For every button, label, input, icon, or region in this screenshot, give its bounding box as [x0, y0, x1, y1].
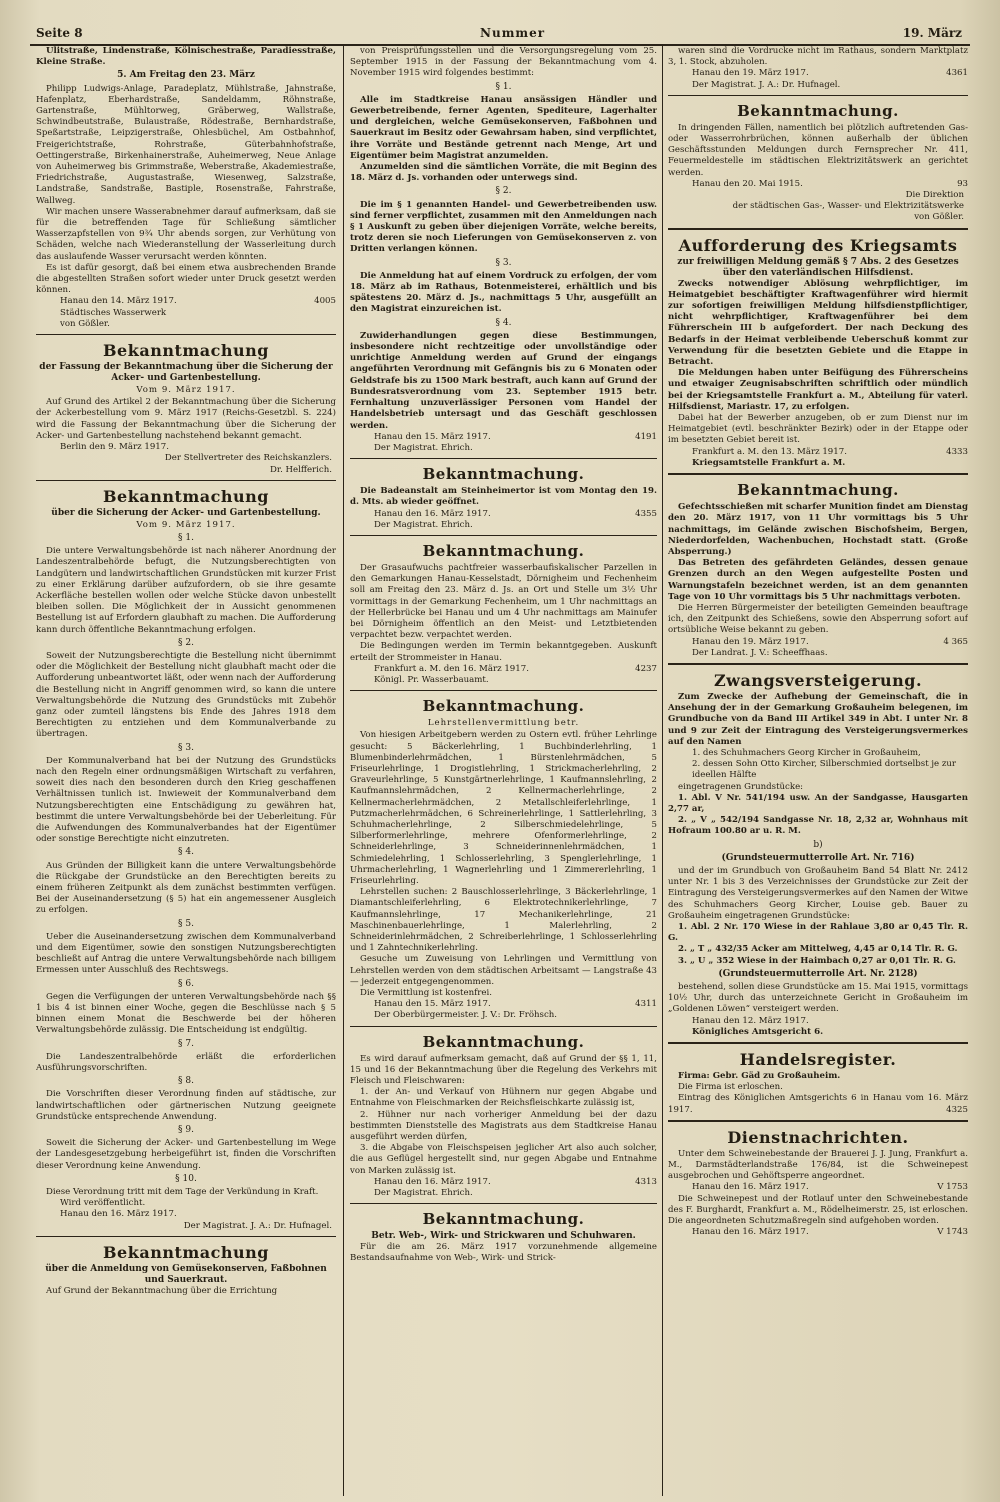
page-number: Seite 8 — [36, 26, 83, 40]
section-text: Aus Gründen der Billigkeit kann die untere Verwaltungsbehörde die Rückgabe der Grundstücke an den Berechtigten bereits zu einem früheren Zeitpunkt als dem zunächst bestimmten verfügen. Bei der Auseinandersetzung (§ 5) hat ein angemessener Ausgleich zu erfolgen. — [36, 860, 336, 916]
announcement-signature: Der Stellvertreter des Reichskanzlers. — [164, 453, 332, 464]
announcement-subtitle: zur freiwilligen Meldung gemäß § 7 Abs. 2 des Gesetzes über den vaterländischen Hilfsdienst. — [677, 256, 959, 278]
announcement-title: Handelsregister. — [739, 1050, 897, 1070]
divider — [668, 1120, 968, 1122]
notice-signature: Der Oberbürgermeister. J. V.: Dr. Fröhsch. — [374, 1010, 558, 1021]
section-number: § 7. — [178, 1038, 194, 1049]
notice-number: 4361 — [946, 68, 968, 79]
announcement-body: Die Bedingungen werden im Termin bekanntgegeben. Auskunft erteilt der Strommeister in Hanau. — [350, 641, 657, 663]
list-item: 3. die Abgabe von Fleischspeisen jeglicher Art also auch solcher, die aus Geflügel hergestellt sind, nur gegen Abgabe und Entnahme von Marken zulässig ist. — [350, 1143, 657, 1176]
announcement-body: Das Betreten des gefährdeten Geländes, dessen genaue Grenzen durch an den Wegen aufgestellte Posten und Warnungstafeln bezeichnet werden, ist an dem genannten Tage von 10 Uhr vormittags bis 5 Uhr nachmittags verboten. — [668, 558, 968, 602]
divider — [350, 690, 657, 691]
divider — [668, 95, 968, 96]
section-number: § 8. — [178, 1076, 194, 1087]
section-number: § 4. — [495, 317, 512, 328]
announcement-body: bestehend, sollen diese Grundstücke am 15. Mai 1915, vormittags 10½ Uhr, durch das unterzeichnete Gericht in Großauheim im „Goldenen Löwen“ versteigert werden. — [668, 982, 968, 1015]
section-text: Die Landeszentralbehörde erläßt die erforderlichen Ausführungsvorschriften. — [36, 1051, 336, 1074]
list-item: 3. „ U „ 352 Wiese in der Haimbach 0,27 ar 0,01 Tlr. R. G. — [678, 955, 956, 966]
divider — [668, 228, 968, 230]
announcement-body: Die Firma ist erloschen. — [678, 1082, 783, 1093]
column-2 — [350, 46, 657, 1496]
section-text: Die im § 1 genannten Handel- und Gewerbetreibenden usw. sind ferner verpflichtet, zusammen mit den Anmeldungen nach § 1 Auskunft zu geben über diejenigen Vorräte, welche bereits, trotz deren sie noch Lieferungen von Gemüsekonserven z. von Dritten verlangen können. — [350, 199, 657, 255]
divider — [350, 1203, 657, 1204]
publication-note: Wird veröffentlicht. — [60, 1198, 146, 1209]
notice-number: 4325 — [946, 1104, 968, 1115]
announcement-title: Bekanntmachung. — [422, 1210, 585, 1229]
announcement-signature-name: Dr. Helfferich. — [270, 464, 332, 475]
notice-signature: Die Direktion — [905, 190, 964, 201]
announcement-subtitle: über die Anmeldung von Gemüsekonserven, Faßbohnen und Sauerkraut. — [45, 1263, 327, 1285]
continued-text: von Preisprüfungsstellen und die Versorgungsregelung vom 25. September 1915 in der Fassung der Bekanntmachung vom 4. November 1915 wird folgendes bestimmt: — [350, 46, 657, 79]
announcement-body: Die Schweinepest und der Rotlauf unter den Schweinebestande des F. Burghardt, Frankfurt a. M., Rödelheimerstr. 25, ist erloschen. Die angeordneten Schutzmaßregeln sind aufgehoben worden. — [668, 1193, 968, 1227]
section-text: Soweit die Sicherung der Acker- und Gartenbestellung im Wege der Landesgesetzgebung herbeigeführt ist, finden die Vorschriften dieser Verordnung keine Anwendung. — [36, 1138, 336, 1171]
list-item: 2. „ V „ 542/194 Sandgasse Nr. 18, 2,32 ar, Wohnhaus mit Hofraum 100.80 ar u. R. M. — [668, 815, 968, 837]
section-text: Die untere Verwaltungsbehörde ist nach näherer Anordnung der Landeszentralbehörde befugt, die Nutzungsberechtigten von Landgütern und landwirtschaftlichen Grundstücken mit kurzer Frist zu einer Erklärung darüber aufzufordern, ob sie ihre gesamte Ackerfläche bestellen wollen oder welche Stücke davon unbestellt bleiben sollen. Die Möglichkeit der in Aussicht genommenen Bestellung ist auf Erfordern glaubhaft zu machen. Die Aufforderung kann durch öffentliche Bekanntmachung erfolgen. — [36, 546, 336, 635]
notice-signature: Königl. Pr. Wasserbauamt. — [374, 674, 489, 685]
column-3 — [668, 46, 968, 1496]
notice-number: 4191 — [635, 431, 657, 442]
announcement-body: Firma: Gebr. Gäd zu Großauheim. — [678, 1071, 841, 1082]
section-number: § 9. — [178, 1125, 194, 1136]
notice-signature: Der Magistrat. Ehrich. — [374, 1188, 473, 1199]
announcement-date: Vom 9. März 1917. — [136, 519, 236, 530]
notice-number: 4 365 — [943, 636, 968, 647]
section-text: Diese Verordnung tritt mit dem Tage der Verkündung in Kraft. — [46, 1187, 319, 1198]
notice-date: Hanau den 16. März 1917. V 1743 — [692, 1227, 968, 1238]
list-item: 2. Hühner nur nach vorheriger Anmeldung bei der dazu bestimmten Dienststelle des Magistrats aus dem Stadtkreise Hanau ausgeführt werden dürfen, — [350, 1109, 657, 1143]
divider — [668, 1042, 968, 1044]
divider — [350, 458, 657, 459]
section-number: § 5. — [178, 918, 194, 929]
announcement-place: Berlin den 9. März 1917. — [60, 442, 169, 453]
divider — [36, 334, 336, 335]
fire-notice: Es ist dafür gesorgt, daß bei einem etwa ausbrechenden Brande die abgestellten Straßen sofort wieder unter Druck gesetzt werden können. — [36, 262, 336, 296]
notice-number: 4313 — [635, 1176, 657, 1187]
announcement-title: Bekanntmachung. — [422, 465, 585, 484]
notice-number: 4237 — [635, 663, 657, 674]
list-item: eingetragenen Grundstücke: — [678, 781, 804, 792]
street-list: Ulitstraße, Lindenstraße, Kölnischestraße, Paradiesstraße, Kleine Straße. — [36, 46, 336, 68]
notice-date: Hanau den 12. März 1917. — [692, 1015, 809, 1026]
announcement-subtitle: über die Sicherung der Acker- und Gartenbestellung. — [51, 507, 321, 518]
announcement-title: Zwangsversteigerung. — [713, 670, 923, 690]
announcement-title: Aufforderung des Kriegsamts — [678, 235, 958, 255]
masthead-title: Nummer — [480, 26, 546, 40]
announcement-title: Bekanntmachung — [103, 1242, 269, 1262]
announcement-body: Die Vermittlung ist kostenfrei. — [360, 988, 492, 999]
announcement-body: Auf Grund des Artikel 2 der Bekanntmachung über die Sicherung der Ackerbestellung vom 9. März 1917 (Reichs-Gesetzbl. S. 224) wird die Fassung der Bekanntmachung über die Sicherung der Acker- und Gartenbestellung nachstehend bekannt gemacht. — [36, 397, 336, 441]
announcement-subtitle: Betr. Web-, Wirk- und Strickwaren und Schuhwaren. — [371, 1231, 636, 1242]
section-number: § 3. — [495, 257, 512, 268]
list-item: (Grundsteuermutterrolle Art. Nr. 716) — [721, 852, 915, 863]
announcement-body: Es wird darauf aufmerksam gemacht, daß auf Grund der §§ 1, 11, 15 und 16 der Bekanntmachung über die Regelung des Verkehrs mit Fleisch und Fleischwaren: — [350, 1053, 657, 1087]
announcement-body: Zum Zwecke der Aufhebung der Gemeinschaft, die in Ansehung der in der Gemarkung Großauheim belegenen, im Grundbuche von da Band III Artikel 349 in Abt. I unter Nr. 8 und 9 zur Zeit der Eintragung des Versteigerungsvermerkes auf den Namen — [668, 691, 968, 747]
notice-signature: Städtisches Wasserwerk — [60, 307, 167, 318]
notice-number: 4355 — [635, 508, 657, 519]
publication-signature: Der Magistrat. J. A.: Dr. Hufnagel. — [183, 1220, 332, 1231]
list-item: 2. dessen Sohn Otto Kircher, Silberschmied dortselbst je zur ideellen Hälfte — [692, 759, 957, 781]
announcement-body: In dringenden Fällen, namentlich bei plötzlich auftretenden Gas- oder Wasserrohrbrüchen, können außerhalb der üblichen Geschäftsstunden Meldungen durch Fernsprecher Nr. 411, Feuermeldestelle im städtischen Elektrizitätswerk an gerichtet werden. — [668, 122, 968, 178]
notice-date: Hanau den 16. März 1917. 4355 — [374, 508, 657, 519]
page-header — [30, 26, 970, 46]
notice-date: Hanau den 19. März 1917. 4 365 — [692, 636, 968, 647]
notice-signature: Kriegsamtstelle Frankfurt a. M. — [692, 457, 846, 468]
announcement-body: und der im Grundbuch von Großauheim Band 54 Blatt Nr. 2412 unter Nr. 1 bis 3 des Verzeichnisses der Grundstücke zur Zeit der Eintragung des Versteigerungsvermerkes auf den Namen der Witwe des Schuhmachers Georg Kircher, Louise geb. Bauer zu Großauheim eingetragenen Grundstücke: — [668, 865, 968, 921]
announcement-title: Bekanntmachung — [103, 341, 269, 361]
section-number: § 4. — [178, 847, 194, 858]
announcement-body: Gesuche um Zuweisung von Lehrlingen und Vermittlung von Lehrstellen werden von dem städtischen Arbeitsamt — Langstraße 43 — jederzeit entgegengenommen. — [350, 954, 657, 987]
notice-number: 4333 — [946, 446, 968, 457]
divider — [350, 535, 657, 536]
divider — [668, 473, 968, 475]
announcement-title: Bekanntmachung — [103, 486, 269, 506]
divider — [350, 1026, 657, 1027]
section-text: Anzumelden sind die sämtlichen Vorräte, die mit Beginn des 18. März d. Js. vorhanden oder unterwegs sind. — [350, 162, 657, 184]
section-number: § 1. — [495, 81, 512, 92]
announcement-body: Eintrag des Königlichen Amtsgerichts 6 in Hanau vom 16. März 1917. 4325 — [668, 1093, 968, 1115]
announcement-body: Auf Grund der Bekanntmachung über die Errichtung — [46, 1285, 278, 1296]
list-item: 1. Abl. V Nr. 541/194 usw. An der Sandgasse, Hausgarten 2,77 ar, — [668, 792, 968, 814]
divider — [668, 663, 968, 665]
column-1 — [36, 46, 336, 1496]
notice-date: Hanau den 15. März 1917. 4311 — [374, 999, 657, 1010]
notice-date: Hanau den 20. Mai 1915. 93 — [692, 178, 968, 189]
notice-date: Hanau den 19. März 1917. 4361 — [692, 68, 968, 79]
notice-date: Hanau den 16. März 1917. 4313 — [374, 1176, 657, 1187]
section-text: Ueber die Auseinandersetzung zwischen dem Kommunalverband und dem Eigentümer, sowie den sonstigen Nutzungsberechtigten beschließt auf Antrag die untere Verwaltungsbehörde nach billigem Ermessen unter Ausschluß des Rechtswegs. — [36, 931, 336, 976]
announcement-title: Bekanntmachung. — [422, 697, 585, 716]
announcement-body: Die Herren Bürgermeister der beteiligten Gemeinden beauftrage ich, den Zeitpunkt des Schießens, sowie den Absperrung sofort auf ortsübliche Weise bekannt zu geben. — [668, 602, 968, 636]
notice-signature: Der Landrat. J. V.: Scheeffhaas. — [692, 647, 828, 658]
continued-text: waren sind die Vordrucke nicht im Rathaus, sondern Marktplatz 3, 1. Stock, abzuholen. — [668, 46, 968, 68]
announcement-body: Unter dem Schweinebestande der Brauerei J. J. Jung, Frankfurt a. M., Darmstädterlandstraße 176/84, ist die Schweinepest ausgebrochen und Gehöftsperre angeordnet. — [668, 1148, 968, 1182]
announcement-title: Bekanntmachung. — [737, 481, 899, 500]
announcement-body: Der Grasaufwuchs pachtfreier wasserbaufiskalischer Parzellen in den Gemarkungen Hanau-Kesselstadt, Dörnigheim und Fechenheim soll am Freitag den 23. März d. Js. an Ort und Stelle um 3½ Uhr vormittags in der Gemarkung Fechenheim, um 1 Uhr nachmittags an der Hellerbrücke bei Hanau und um 4 Uhr nachmittags am Mainufer bei Dörnigheim öffentlich an den Meist- und Letztbietenden verpachtet bezw. verpachtet werden. — [350, 562, 657, 641]
list-item: b) — [813, 839, 823, 850]
list-item: 2. „ T „ 432/35 Acker am Mittelweg, 4,45 ar 0,14 Tlr. R. G. — [678, 944, 958, 955]
notice-number: V 1743 — [937, 1227, 968, 1238]
announcement-body: Gefechtsschießen mit scharfer Munition findet am Dienstag den 20. März 1917, von 11 Uhr vormittags bis 5 Uhr nachmittags, im Gelände zwischen Bischofsheim, Bergen, Niederdorfelden, Wachenbuchen, Hochstadt statt. (Große Absperrung.) — [668, 502, 968, 557]
announcement-body: Lehrstellen suchen: 2 Bauschlosserlehrlinge, 3 Bäckerlehrlinge, 1 Diamantschleiferlehrling, 6 Elektrotechnikerlehrlinge, 7 Kaufmannslehrlinge, 17 Mechanikerlehrlinge, 21 Maschinenbauerlehrlinge, 1 Malerlehrling, 2 Schneiderinlehrmädchen, 2 Schreiberlehrlinge, 1 Schlosserlehrling und 1 Zahntechnikerlehrling. — [350, 887, 657, 954]
section-number: § 2. — [495, 186, 512, 197]
notice-signature: Der Magistrat. J. A.: Dr. Hufnagel. — [692, 79, 841, 90]
notice-number: 93 — [957, 178, 968, 189]
notice-date: Frankfurt a. M. den 16. März 1917. 4237 — [374, 663, 657, 674]
notice-date: Hanau den 15. März 1917. 4191 — [374, 431, 657, 442]
notice-signature: Der Magistrat. Ehrich. — [374, 442, 473, 453]
column-rule-1 — [343, 46, 344, 1496]
announcement-subtitle: der Fassung der Bekanntmachung über die Sicherung der Acker- und Gartenbestellung. — [39, 362, 333, 384]
list-item: (Grundsteuermutterrolle Art. Nr. 2128) — [718, 968, 918, 979]
list-item: 1. Abl. 2 Nr. 170 Wiese in der Rahlaue 3,80 ar 0,45 Tlr. R. G. — [668, 922, 968, 944]
water-notice: Wir machen unsere Wasserabnehmer darauf aufmerksam, daß sie für die betreffenden Tage für Schließung sämtlicher Wasserzapfstellen von 9¾ Uhr abends sorgen, zur Verhütung von Schäden, welche nach Wiederanstellung der Wasserleitung durch das auslaufende Wasser verursacht werden könnten. — [36, 206, 336, 262]
notice-date: Hanau den 16. März 1917. V 1753 — [692, 1182, 968, 1193]
section-text: Die Anmeldung hat auf einem Vordruck zu erfolgen, der vom 18. März ab im Rathaus, Botenmeisterei, erhältlich und bis spätestens 20. März d. Js., nachmittags 5 Uhr, ausgefüllt an den Magistrat einzureichen ist. — [350, 270, 657, 315]
issue-date: 19. März — [902, 26, 962, 40]
notice-signature: Der Magistrat. Ehrich. — [374, 519, 473, 530]
friday-streets: Philipp Ludwigs-Anlage, Paradeplatz, Mühlstraße, Jahnstraße, Hafenplatz, Eberhardstraße, Sandeldamm, Röhnstraße, Gartenstraße, Mühltorweg, Gräberweg, Wallstraße, Schwindbeutstraße, Bulaustraße, Rödestraße, Bernhardstraße, Speßartstraße, Leipzigerstraße, Ohlesbüchel, Am Ostbahnhof, Freigerichtstraße, Rohrstraße, Güterbahnhofstraße, Oettingerstraße, Birkenhainerstraße, Auheimerweg, Neue Anlage von Auheimerweg bis Grimmstraße, Weberstraße, Akademiestraße, Friedrichstraße, Augustastraße, Wiesenweg, Salzstraße, Landstraße, Sandstraße, Bastiple, Rosenstraße, Fahrstraße, Wallweg. — [36, 83, 336, 206]
announcement-body: Zwecks notwendiger Ablösung wehrpflichtiger, im Heimatgebiet beschäftigter Kraftwagenführer wird hiermit zur sofortigen freiwilligen Meldung hilfsdienstpflichtiger, nicht wehrpflichtiger, Kraftwagenführer bei dem Führerschein III b aufgefordert. Der nach Deckung des Bedarfs in der Heimat verbleibende Ueberschuß kommt zur Verwendung für die besetzten Gebiete und die Etappe in Betracht. — [668, 278, 968, 368]
announcement-body: Von hiesigen Arbeitgebern werden zu Ostern evtl. früher Lehrlinge gesucht: 5 Bäckerlehrling, 1 Buchbinderlehrling, 1 Blumenbinderlehrmädchen, 1 Bürstenlehrmädchen, 5 Friseurlehrlinge, 1 Drogistlehrling, 1 Strickmacherlehrling, 2 Graveurlehrlinge, 5 Kunstgärtnerlehrlinge, 1 Kaufmannslehrling, 2 Kaufmannslehrmädchen, 2 Kellnermacherlehrlinge, 2 Kellnermacherlehrmädchen, 2 Metallschleiferlehrlinge, 1 Putzmacherlehrmädchen, 6 Schreinerlehrlinge, 1 Sattlerlehrling, 3 Schuhmacherlehrlinge, 2 Silberschmiedelehrlinge, 5 Silberformerlehrlinge, mehrere Ofenformerlehrlinge, 2 Schneiderlehrlinge, 3 Schneiderinnenlehrmädchen, 1 Schmiedelehrling, 1 Schlosserlehrling, 3 Spenglerlehrlinge, 1 Uhrmacherlehrling, 1 Wagnerlehrling und 1 Zimmererlehrling, 1 Friseurlehrling. — [350, 730, 657, 886]
notice-date: Frankfurt a. M. den 13. März 1917. 4333 — [692, 446, 968, 457]
section-text: Soweit der Nutzungsberechtigte die Bestellung nicht übernimmt oder die Möglichkeit der Bestellung nicht glaubhaft macht oder die Aufforderung unbeantwortet läßt, oder wenn nach der Aufforderung die Bestellung nicht in Angriff genommen wird, so kann die untere Verwaltungsbehörde die Nutzung des Grundstücks mit Zubehör ganz oder zumteil längstens bis Ende des Jahres 1918 dem Berechtigten zu entziehen und dem Kommunalverbande zu übertragen. — [36, 650, 336, 740]
section-number: § 1. — [178, 532, 194, 543]
friday-heading: 5. Am Freitag den 23. März — [117, 70, 255, 81]
column-rule-2 — [662, 46, 663, 1496]
section-text: Alle im Stadtkreise Hanau ansässigen Händler und Gewerbetreibende, ferner Agenten, Spediteure, Lagerhalter und dergleichen, welche Gemüsekonserven, Faßbohnen und Sauerkraut im Besitz oder Gewahrsam haben, sind verpflichtet, ihre Vorräte und Bestände getrennt nach Menge, Art und Eigentümer beim Magistrat anzumelden. — [350, 94, 657, 161]
announcement-body: Die Meldungen haben unter Beifügung des Führerscheins und etwaiger Zeugnisabschriften schriftlich oder mündlich bei der Kriegsamtstelle Frankfurt a. M., Abteilung für vaterl. Hilfsdienst, Mariastr. 17, zu erfolgen. — [668, 368, 968, 412]
publication-date: Hanau den 16. März 1917. — [60, 1209, 177, 1220]
section-number: § 3. — [178, 742, 194, 753]
announcement-body: Die Badeanstalt am Steinheimertor ist vom Montag den 19. d. Mts. ab wieder geöffnet. — [350, 486, 657, 508]
notice-signature-name: von Gößler. — [60, 318, 110, 329]
notice-signature-name: von Gößler. — [914, 212, 964, 223]
announcement-title: Bekanntmachung. — [737, 101, 899, 120]
announcement-body: Dabei hat der Bewerber anzugeben, ob er zum Dienst nur im Heimatgebiet (evtl. beschränkter Bezirk) oder in der Etappe oder im besetzten Gebiet bereit ist. — [668, 413, 968, 446]
section-text: Der Kommunalverband hat bei der Nutzung des Grundstücks nach den Regeln einer ordnungsmäßigen Wirtschaft zu verfahren, soweit dies nach den besonderen durch den Krieg geschaffenen Verhältnissen tunlich ist. Inwieweit der Kommunalverband dem Nutzungsberechtigten eine Entschädigung zu gewähren hat, bestimmt die untere Verwaltungsbehörde bei der Ueberleitung. Für die Aufwendungen des Kommunalverbandes hat der Eigentümer oder sonstige Berechtigte nicht einzutreten. — [36, 755, 336, 845]
divider — [36, 1236, 336, 1237]
section-text: Die Vorschriften dieser Verordnung finden auf städtische, zur landwirtschaftlichen oder gärtnerischen Nutzung geeignete Grundstücke entsprechende Anwendung. — [36, 1089, 336, 1122]
notice-number: 4005 — [314, 296, 336, 307]
notice-number: 4311 — [635, 999, 657, 1010]
notice-number: V 1753 — [937, 1182, 968, 1193]
section-number: § 2. — [178, 637, 194, 648]
announcement-title: Bekanntmachung. — [422, 541, 585, 560]
announcement-date: Vom 9. März 1917. — [136, 385, 236, 396]
announcement-title: Dienstnachrichten. — [727, 1127, 909, 1147]
announcement-title: Bekanntmachung. — [422, 1032, 585, 1051]
list-item: 1. des Schuhmachers Georg Kircher in Großauheim, — [692, 747, 921, 758]
announcement-body: Für die am 26. März 1917 vorzunehmende allgemeine Bestandsaufnahme von Web-, Wirk- und Strick- — [350, 1242, 657, 1264]
list-item: 1. der An- und Verkauf von Hühnern nur gegen Abgabe und Entnahme von Fleischmarken der Reichsfleischkarte zulässig ist, — [350, 1087, 657, 1109]
notice-date: Hanau den 14. März 1917. 4005 — [60, 296, 336, 307]
divider — [36, 480, 336, 481]
section-number: § 6. — [178, 978, 194, 989]
section-text: Zuwiderhandlungen gegen diese Bestimmungen, insbesondere nicht rechtzeitige oder unvollständige oder unrichtige Anmeldung werden auf Grund der eingangs angeführten Verordnung mit Gefängnis bis zu 6 Monaten oder Geldstrafe bis zu 1500 Mark bestraft, auch kann auf Grund der Bundesratsverordnung vom 23. September 1915 betr. Fernhaltung unzuverlässiger Personen vom Handel der Handelsbetrieb untersagt und das Geschäft geschlossen werden. — [350, 330, 657, 431]
section-text: Gegen die Verfügungen der unteren Verwaltungsbehörde nach §§ 1 bis 4 ist binnen einer Woche, gegen die Beschlüsse nach § 5 binnen einem Monat die Beschwerde bei der höheren Verwaltungsbehörde zulässig. Die Entscheidung ist endgültig. — [36, 991, 336, 1036]
announcement-subtitle: Lehrstellenvermittlung betr. — [427, 718, 580, 729]
notice-signature: der städtischen Gas-, Wasser- und Elektrizitätswerke — [732, 201, 964, 212]
section-number: § 10. — [175, 1173, 197, 1184]
notice-signature: Königliches Amtsgericht 6. — [692, 1026, 824, 1037]
